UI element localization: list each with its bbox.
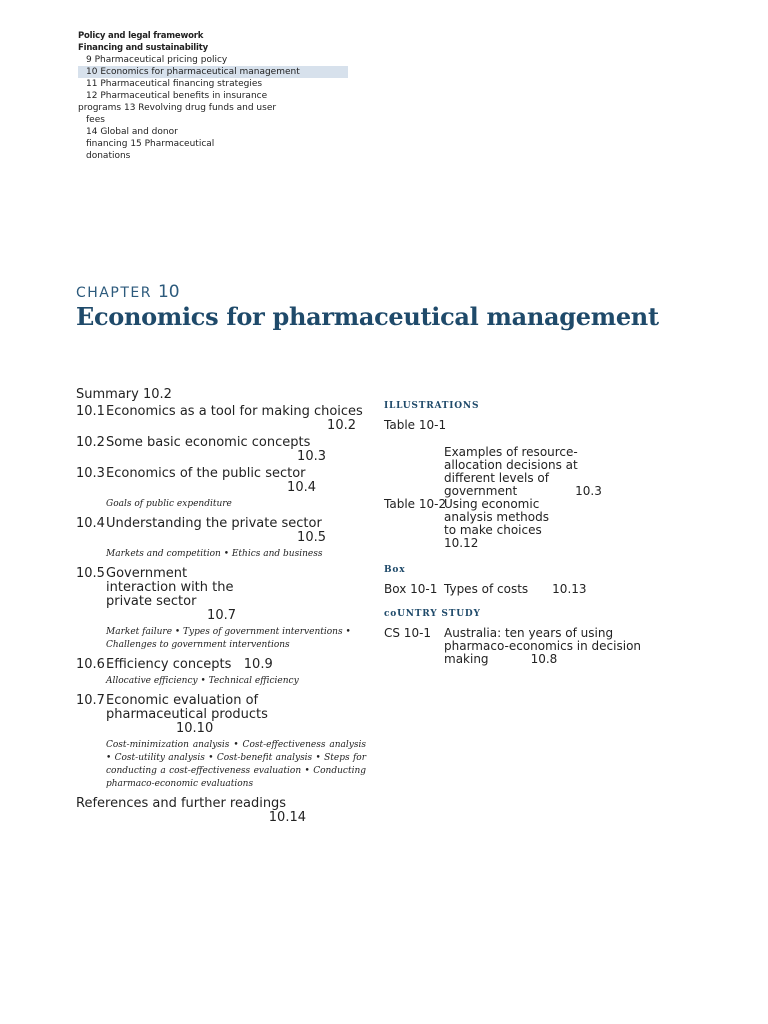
nav-item-chapter-11: 11 Pharmaceutical financing strategies xyxy=(86,79,263,89)
toc-entry-page: 10.5 xyxy=(297,530,326,545)
cs-10-1-entry xyxy=(384,627,684,666)
table-10-1-entry xyxy=(384,446,624,498)
cs-10-1-text: Australia: ten years of using pharmaco-economics in decision making xyxy=(444,626,642,666)
table-10-1-id: Table 10-1 xyxy=(384,418,447,432)
toc-entry-title: Economic evaluation of pharmaceutical products xyxy=(106,693,268,722)
toc-subtopics-10-7: Cost-minimization analysis • Cost-effectiveness analysis • Cost-utility analysis • Cost-benefit analysis • Steps for conducting a cost-effectiveness evaluation • Conducting pharmaco-economic evaluations xyxy=(106,740,366,789)
nav-item-chapter-9: 9 Pharmaceutical pricing policy xyxy=(86,55,228,65)
toc-references: References and further readings xyxy=(76,796,287,811)
table-10-2-id: Table 10-2 xyxy=(384,497,447,511)
cs-10-1-id: CS 10-1 xyxy=(384,626,432,640)
toc-subtopics-10-4: Markets and competition • Ethics and business xyxy=(106,549,323,559)
toc-entry-10-7 xyxy=(76,694,366,736)
box-10-1-text: Types of costs xyxy=(444,582,529,596)
table-10-2-text: Using economic analysis methods to make choices 10.12 xyxy=(444,497,549,550)
cs-10-1-page: 10.8 xyxy=(530,652,558,666)
nav-wrap-line-1: programs 13 Revolving drug funds and user xyxy=(78,103,277,113)
illustrations-panel xyxy=(384,396,684,670)
nav-wrap-line-2: fees xyxy=(86,115,105,125)
nav-item-chapter-12: 12 Pharmaceutical benefits in insurance xyxy=(86,91,268,101)
toc-entry-page: 10.7 xyxy=(207,608,236,623)
toc-entry-10-6 xyxy=(76,658,366,672)
toc-entry-number: 10.5 xyxy=(76,566,105,581)
series-navigation xyxy=(78,30,348,162)
nav-heading-policy: Policy and legal framework xyxy=(78,31,204,41)
box-10-1-entry xyxy=(384,583,684,596)
toc-entry-title: Economics as a tool for making choices xyxy=(106,404,363,419)
toc-entry-number: 10.2 xyxy=(76,435,105,450)
toc-summary: Summary 10.2 xyxy=(76,387,172,402)
toc-entry-title: Efficiency concepts xyxy=(106,657,232,672)
chapter-number: 10 xyxy=(157,282,180,302)
box-10-1-page: 10.13 xyxy=(552,582,587,596)
toc-entry-title: Some basic economic concepts xyxy=(106,435,311,450)
toc-subtopics-10-5: Market failure • Types of government interventions • Challenges to government interventions xyxy=(106,627,351,650)
chapter-title: Economics for pharmaceutical management xyxy=(76,302,659,331)
toc-entry-10-3 xyxy=(76,467,366,495)
toc-entry-number: 10.1 xyxy=(76,404,105,419)
box-10-1-id: Box 10-1 xyxy=(384,582,438,596)
toc-entry-number: 10.6 xyxy=(76,657,105,672)
toc-entry-page: 10.3 xyxy=(297,449,326,464)
toc-entry-10-4 xyxy=(76,517,366,545)
toc-entry-page: 10.2 xyxy=(327,418,356,433)
toc-entry-title: Government interaction with the private sector xyxy=(106,566,234,609)
nav-item-chapter-10-current: 10 Economics for pharmaceutical management xyxy=(78,66,348,78)
chapter-word: CHAPTER xyxy=(76,285,152,301)
toc-entry-title: Economics of the public sector xyxy=(106,466,306,481)
toc-entry-title: Understanding the private sector xyxy=(106,516,322,531)
toc-entry-number: 10.7 xyxy=(76,693,105,708)
toc-entry-page: 10.10 xyxy=(176,721,214,736)
nav-wrap-line-4: financing 15 Pharmaceutical xyxy=(86,139,215,149)
toc-subtopics-10-6: Allocative efficiency • Technical efficiency xyxy=(106,676,299,686)
toc-entry-number: 10.4 xyxy=(76,516,105,531)
toc-entry-number: 10.3 xyxy=(76,466,105,481)
toc-entry-10-1 xyxy=(76,405,366,433)
chapter-label xyxy=(76,282,180,302)
box-heading: Box xyxy=(384,565,406,575)
toc-subtopics-10-3: Goals of public expenditure xyxy=(106,499,232,509)
illustrations-heading: ILLUSTRATIONS xyxy=(384,401,480,411)
nav-heading-financing: Financing and sustainability xyxy=(78,43,208,53)
table-10-1-text: Examples of resource-allocation decisions at different levels of government xyxy=(444,445,578,498)
nav-wrap-line-5: donations xyxy=(86,151,131,161)
country-study-heading: coUNTRY STUDY xyxy=(384,609,481,619)
toc-entry-10-2 xyxy=(76,436,366,464)
toc-entry-page: 10.4 xyxy=(287,480,316,495)
toc-entry-page: 10.9 xyxy=(243,657,273,672)
table-10-1-page: 10.3 xyxy=(575,484,602,498)
toc-references-page: 10.14 xyxy=(268,810,306,825)
toc-entry-10-5 xyxy=(76,567,366,623)
table-of-contents xyxy=(76,388,366,825)
nav-wrap-line-3: 14 Global and donor xyxy=(86,127,178,137)
